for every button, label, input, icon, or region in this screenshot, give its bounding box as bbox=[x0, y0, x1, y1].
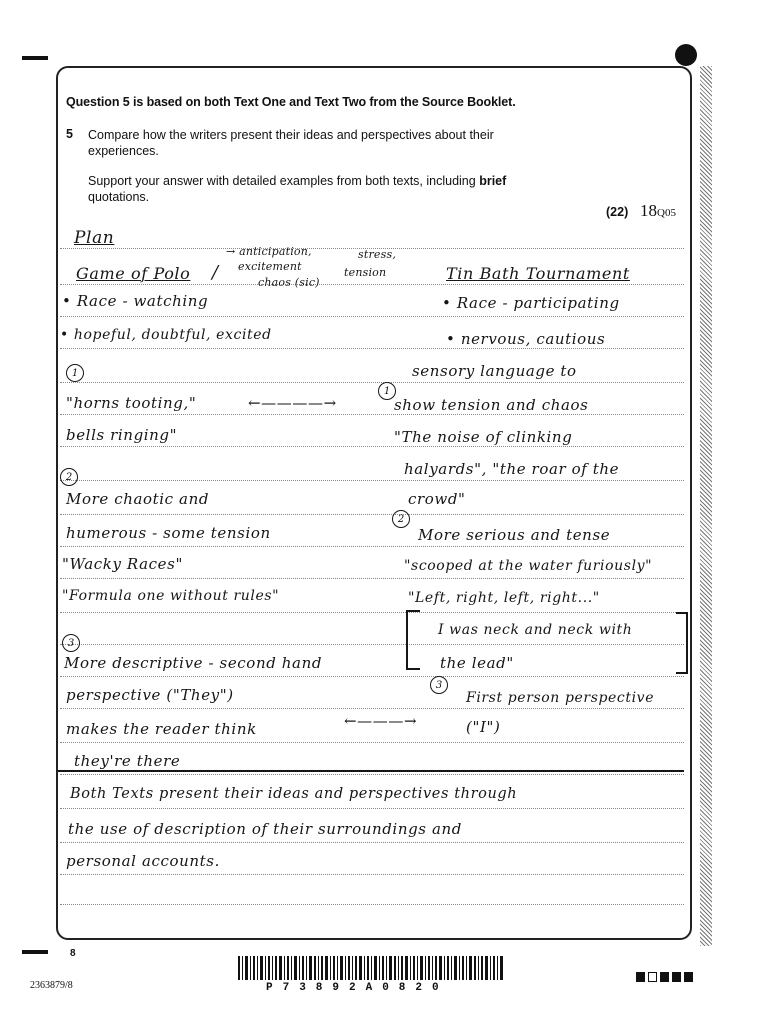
answer-line bbox=[60, 480, 684, 481]
margin-mark-bottom bbox=[22, 950, 48, 954]
answer-line bbox=[60, 348, 684, 349]
support-suffix: quotations. bbox=[88, 190, 150, 204]
hw-arrow-2: ←———→ bbox=[344, 712, 418, 730]
corner-boxes bbox=[636, 972, 693, 982]
hw-para-2: the use of description of their surroundings and bbox=[68, 820, 462, 838]
question-support bbox=[88, 173, 528, 205]
hw-divider-line bbox=[58, 770, 684, 772]
support-prefix: Support your answer with detailed examples from both texts, including bbox=[88, 174, 476, 188]
registration-dot bbox=[675, 44, 697, 66]
hw-formula: "Formula one without rules" bbox=[62, 588, 280, 604]
hw-para-1: Both Texts present their ideas and perspectives through bbox=[70, 786, 518, 802]
circled-number: 3 bbox=[62, 634, 80, 652]
hw-halyards: halyards", "the roar of the bbox=[404, 460, 620, 478]
hw-humerous: humerous - some tension bbox=[66, 524, 271, 542]
answer-line bbox=[60, 514, 684, 515]
answer-line bbox=[60, 904, 684, 905]
hw-neck: I was neck and neck with bbox=[438, 622, 633, 638]
hw-annot-tension: tension bbox=[344, 266, 387, 279]
hw-left-feel: • hopeful, doubtful, excited bbox=[60, 327, 272, 343]
question-code bbox=[640, 201, 676, 221]
hw-more-descriptive: More descriptive - second hand bbox=[64, 654, 323, 672]
hw-slash: / bbox=[212, 262, 219, 283]
corner-box bbox=[660, 972, 669, 982]
answer-line bbox=[60, 446, 684, 447]
hw-more-chaotic: More chaotic and bbox=[66, 490, 210, 508]
hw-annot-chaos: chaos (sic) bbox=[258, 276, 320, 289]
hw-right-title: Tin Bath Tournament bbox=[446, 264, 630, 283]
hw-sensory: sensory language to bbox=[412, 362, 577, 380]
hw-para-3: personal accounts. bbox=[66, 852, 220, 870]
hw-more-serious: More serious and tense bbox=[418, 526, 611, 544]
support-bold: brief bbox=[479, 174, 507, 188]
hw-annot-anticipation: → anticipation, bbox=[226, 245, 312, 258]
question-prompt: Compare how the writers present their ideas and perspectives about their experiences. bbox=[88, 128, 494, 158]
paper-code: 2363879/8 bbox=[30, 980, 73, 991]
hw-wacky: "Wacky Races" bbox=[62, 555, 183, 573]
answer-line bbox=[60, 316, 684, 317]
circled-number: 1 bbox=[66, 364, 84, 382]
answer-line bbox=[60, 842, 684, 843]
answer-line bbox=[60, 774, 684, 775]
circled-number: 1 bbox=[378, 382, 396, 400]
hw-perspective: perspective ("They") bbox=[66, 686, 234, 704]
question-code-num: 18 bbox=[640, 201, 657, 220]
hw-plan: Plan bbox=[74, 228, 115, 248]
corner-box bbox=[672, 972, 681, 982]
bracket-right bbox=[676, 612, 688, 674]
hw-horns: "horns tooting," bbox=[66, 394, 197, 412]
hw-makes: makes the reader think bbox=[66, 720, 257, 738]
answer-line bbox=[60, 742, 684, 743]
answer-line bbox=[60, 414, 684, 415]
corner-box bbox=[684, 972, 693, 982]
answer-line bbox=[60, 546, 684, 547]
bracket-left bbox=[406, 610, 420, 670]
hw-i-quote: ("I") bbox=[466, 718, 501, 736]
hw-show-tension: show tension and chaos bbox=[394, 396, 589, 414]
answer-line bbox=[60, 382, 684, 383]
corner-box bbox=[648, 972, 657, 982]
hw-arrow-1: ←————→ bbox=[248, 394, 337, 412]
answer-line bbox=[60, 708, 684, 709]
barcode-text: P73892A0820 bbox=[266, 982, 449, 994]
hw-left-race: • Race - watching bbox=[62, 292, 209, 310]
hw-annot-excitement: excitement bbox=[238, 260, 302, 273]
barcode bbox=[238, 956, 504, 980]
hw-noise: "The noise of clinking bbox=[394, 428, 573, 446]
answer-line bbox=[60, 808, 684, 809]
marks-label: (22) bbox=[606, 205, 629, 219]
answer-line bbox=[60, 284, 684, 285]
hw-left-title: Game of Polo bbox=[76, 264, 191, 283]
hw-crowd: crowd" bbox=[408, 490, 466, 508]
margin-mark-top bbox=[22, 56, 48, 60]
circled-number: 3 bbox=[430, 676, 448, 694]
answer-line bbox=[60, 578, 684, 579]
hw-theyre-there: they're there bbox=[74, 752, 181, 770]
hw-right-feel: • nervous, cautious bbox=[446, 330, 606, 348]
answer-line bbox=[60, 644, 684, 645]
corner-box bbox=[636, 972, 645, 982]
page-number: 8 bbox=[70, 948, 76, 959]
do-not-write-margin bbox=[700, 66, 712, 946]
hw-scooped: "scooped at the water furiously" bbox=[404, 558, 653, 574]
question-heading: Question 5 is based on both Text One and Text Two from the Source Booklet. bbox=[66, 95, 516, 109]
answer-line bbox=[60, 676, 684, 677]
circled-number: 2 bbox=[392, 510, 410, 528]
hw-bells: bells ringing" bbox=[66, 426, 178, 444]
question-code-suffix: Q05 bbox=[657, 207, 676, 219]
answer-line bbox=[60, 874, 684, 875]
question-number: 5 bbox=[66, 127, 73, 141]
hw-left-right: "Left, right, left, right..." bbox=[408, 590, 600, 606]
hw-first-person: First person perspective bbox=[466, 690, 655, 706]
hw-right-race: • Race - participating bbox=[442, 294, 620, 312]
hw-annot-stress: stress, bbox=[358, 248, 397, 261]
hw-lead: the lead" bbox=[440, 654, 514, 672]
circled-number: 2 bbox=[60, 468, 78, 486]
answer-line bbox=[60, 612, 684, 613]
